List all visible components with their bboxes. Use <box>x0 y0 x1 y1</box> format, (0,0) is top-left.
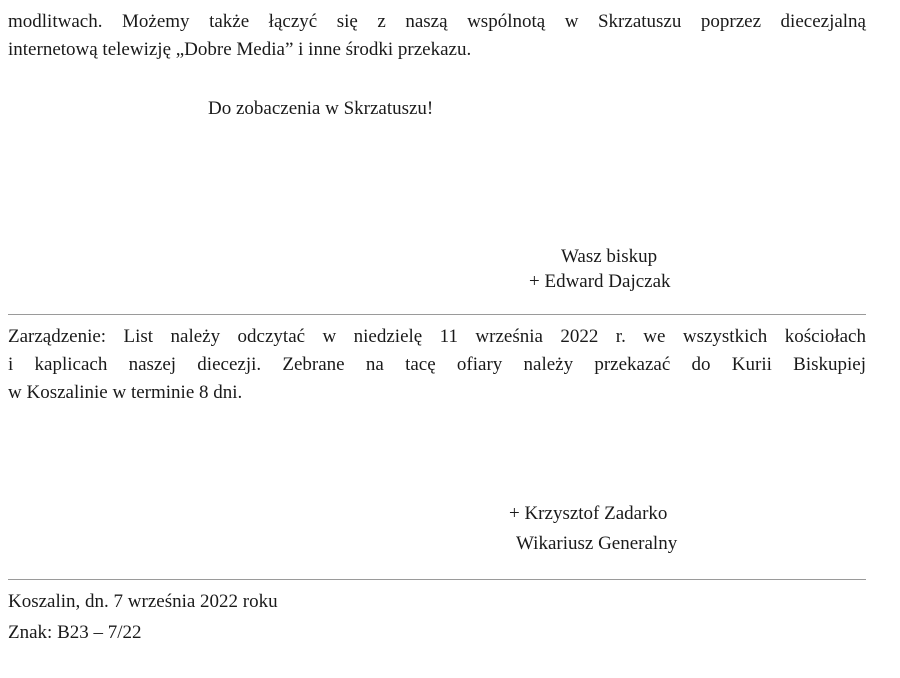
vicar-signature-name: + Krzysztof Zadarko <box>509 503 668 524</box>
bishop-signature-title: Wasz biskup <box>561 246 658 267</box>
vicar-signature-title: Wikariusz Generalny <box>516 533 678 554</box>
ordinance-paragraph <box>8 323 866 407</box>
ordinance-line: w Koszalinie w terminie 8 dni. <box>8 382 243 403</box>
section-divider <box>8 314 866 315</box>
bishop-signature-name: + Edward Dajczak <box>529 271 671 292</box>
ordinance-line: i kaplicach naszej diecezji. Zebrane na tacę ofiary należy przekazać do Kurii Biskupiej <box>8 354 866 375</box>
letter-body-line: modlitwach. Możemy także łączyć się z naszą wspólnotą w Skrzatuszu poprzez diecezjalną <box>8 11 866 32</box>
footer-divider <box>8 579 866 580</box>
document-reference: Znak: B23 – 7/22 <box>8 622 142 643</box>
letter-body-paragraph <box>8 8 866 64</box>
place-and-date: Koszalin, dn. 7 września 2022 roku <box>8 591 278 612</box>
letter-body-line: internetową telewizję „Dobre Media” i inne środki przekazu. <box>8 39 472 60</box>
ordinance-line: Zarządzenie: List należy odczytać w niedzielę 11 września 2022 r. we wszystkich kościołach <box>8 326 866 347</box>
letter-closing: Do zobaczenia w Skrzatuszu! <box>208 98 434 119</box>
